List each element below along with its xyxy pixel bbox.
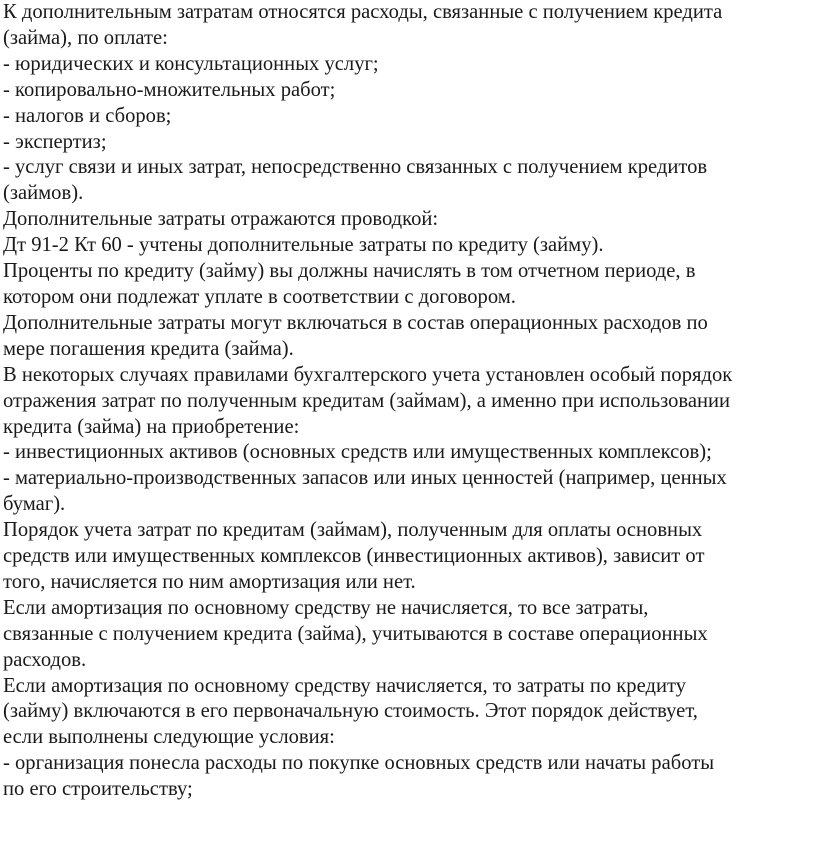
text-line: Если амортизация по основному средству не начисляется, то все затраты, bbox=[3, 596, 649, 619]
text-line: бумаг). bbox=[3, 493, 66, 516]
text-line: (займа), по оплате: bbox=[3, 26, 168, 49]
text-line: кредита (займа) на приобретение: bbox=[3, 415, 300, 438]
text-line: средств или имущественных комплексов (инвестиционных активов), зависит от bbox=[3, 545, 705, 568]
text-line: того, начисляется по ним амортизация или нет. bbox=[3, 570, 416, 593]
text-line: (займов). bbox=[3, 182, 84, 205]
accounting-entry: Дт 91-2 Кт 60 - учтены дополнительные затраты по кредиту (займу). bbox=[3, 234, 604, 257]
text-line: мере погашения кредита (займа). bbox=[3, 337, 294, 360]
text-line: (займу) включаются в его первоначальную стоимость. Этот порядок действует, bbox=[3, 700, 698, 723]
text-line: В некоторых случаях правилами бухгалтерского учета установлен особый порядок bbox=[3, 363, 733, 386]
text-line: Если амортизация по основному средству начисляется, то затраты по кредиту bbox=[3, 674, 686, 697]
text-line: связанные с получением кредита (займа), учитываются в составе операционных bbox=[3, 622, 708, 645]
list-item: - копировально-множительных работ; bbox=[3, 78, 336, 101]
text-line: по его строительству; bbox=[3, 778, 193, 801]
document-body bbox=[3, 0, 813, 803]
text-line: если выполнены следующие условия: bbox=[3, 726, 335, 749]
list-item: - организация понесла расходы по покупке основных средств или начаты работы bbox=[3, 752, 715, 775]
list-item: - налогов и сборов; bbox=[3, 104, 172, 127]
text-line: Дополнительные затраты могут включаться в состав операционных расходов по bbox=[3, 311, 708, 334]
text-line: Проценты по кредиту (займу) вы должны начислять в том отчетном периоде, в bbox=[3, 260, 696, 283]
text-line: котором они подлежат уплате в соответствии с договором. bbox=[3, 285, 516, 308]
list-item: - инвестиционных активов (основных средств или имущественных комплексов); bbox=[3, 441, 712, 464]
list-item: - юридических и консультационных услуг; bbox=[3, 52, 379, 75]
list-item: - экспертиз; bbox=[3, 130, 107, 153]
text-line: Дополнительные затраты отражаются проводкой: bbox=[3, 208, 439, 231]
text-line: К дополнительным затратам относятся расходы, связанные с получением кредита bbox=[3, 1, 723, 23]
text-line: отражения затрат по полученным кредитам (займам), а именно при использовании bbox=[3, 389, 731, 412]
text-line: расходов. bbox=[3, 648, 87, 671]
text-line: Порядок учета затрат по кредитам (займам), полученным для оплаты основных bbox=[3, 519, 703, 542]
list-item: - услуг связи и иных затрат, непосредственно связанных с получением кредитов bbox=[3, 156, 708, 179]
list-item: - материально-производственных запасов или иных ценностей (например, ценных bbox=[3, 467, 727, 490]
